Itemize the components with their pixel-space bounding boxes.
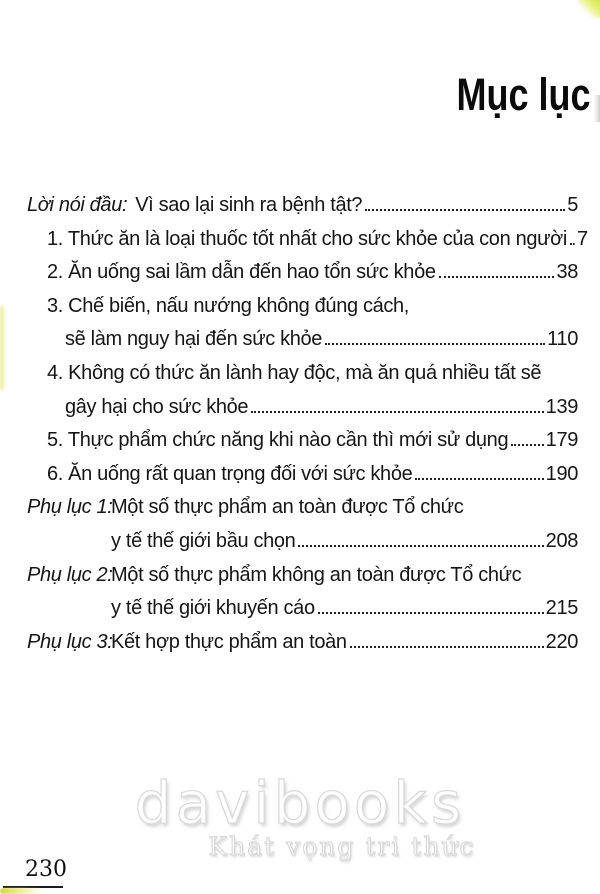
toc-entry-text: 4. Không có thức ăn lành hay độc, mà ăn quá nhiều tất sẽ <box>47 361 542 384</box>
dot-leader <box>318 612 544 614</box>
toc-page-number: 215 <box>545 597 578 620</box>
dot-leader <box>350 646 544 648</box>
toc-page-number: 179 <box>545 429 578 452</box>
toc-row-appendix <box>27 559 578 593</box>
scan-bottom-artifact <box>0 888 42 894</box>
toc-entry-text: y tế thế giới khuyến cáo <box>111 597 315 620</box>
toc-row-preface <box>27 189 578 223</box>
scan-title-edge-mark <box>594 95 600 122</box>
toc-row <box>47 357 578 391</box>
toc-entry-text: 5. Thực phẩm chức năng khi nào cần thì mới sử dụng <box>47 429 509 452</box>
page-title: Mục lục <box>456 69 591 120</box>
toc-page-number: 208 <box>545 529 578 552</box>
toc-row <box>47 223 588 257</box>
dot-leader <box>365 209 565 211</box>
toc-page-number: 7 <box>577 227 588 250</box>
toc-row <box>47 424 578 458</box>
toc-row-continuation <box>111 592 578 626</box>
toc-row <box>47 290 578 324</box>
toc-page-number: 110 <box>547 328 578 351</box>
dot-leader <box>415 478 543 480</box>
toc-row <box>47 458 578 492</box>
toc-entry-prefix: Phụ lục 3: <box>27 630 113 653</box>
watermark-brand: davibooks <box>134 769 466 837</box>
toc-entry-text: Kết hợp thực phẩm an toàn <box>111 630 347 653</box>
toc-entry-prefix: Lời nói đầu: <box>27 194 128 216</box>
toc-page-number: 190 <box>545 462 578 485</box>
toc-row-continuation <box>65 391 578 425</box>
dot-leader <box>511 444 543 446</box>
toc-page-number: 139 <box>545 395 578 418</box>
toc-entry-text: 1. Thức ăn là loại thuốc tốt nhất cho sức khỏe của con người <box>47 227 568 250</box>
toc-entry-text: 2. Ăn uống sai lầm dẫn đến hao tổn sức khỏe <box>47 261 436 284</box>
scan-corner-artifact <box>578 0 600 18</box>
dot-leader <box>570 243 575 245</box>
toc-entry-text: Một số thực phẩm an toàn được Tổ chức <box>111 496 464 519</box>
toc-entry-text: Vì sao lại sinh ra bệnh tật? <box>135 194 363 216</box>
toc-page-number: 5 <box>567 194 578 216</box>
watermark-tagline: Khát vọng tri thức <box>208 832 476 861</box>
toc-row-continuation <box>111 525 578 559</box>
dot-leader <box>298 545 543 547</box>
toc-row <box>47 256 578 290</box>
toc-row-continuation <box>65 323 578 357</box>
toc-entry-text: sẽ làm nguy hại đến sức khỏe <box>65 328 323 351</box>
toc-entry-prefix: Phụ lục 2: <box>27 563 113 586</box>
table-of-contents <box>0 189 600 659</box>
toc-entry-text: gây hại cho sức khỏe <box>65 395 249 418</box>
toc-page-number: 220 <box>545 630 578 653</box>
toc-entry-prefix: Phụ lục 1: <box>27 496 113 519</box>
toc-entry-text: 3. Chế biến, nấu nướng không đúng cách, <box>47 294 410 317</box>
dot-leader <box>325 343 545 345</box>
watermark <box>0 769 600 861</box>
toc-entry-text: y tế thế giới bầu chọn <box>111 529 296 552</box>
toc-row-appendix <box>27 626 578 660</box>
toc-page-number: 38 <box>556 261 578 284</box>
toc-entry-text: Một số thực phẩm không an toàn được Tổ chức <box>111 563 522 586</box>
toc-row-appendix <box>27 491 578 525</box>
toc-entry-text: 6. Ăn uống rất quan trọng đối với sức khỏe <box>47 462 413 485</box>
dot-leader <box>439 276 555 278</box>
page-number-folio: 230 <box>25 857 67 882</box>
dot-leader <box>251 411 544 413</box>
